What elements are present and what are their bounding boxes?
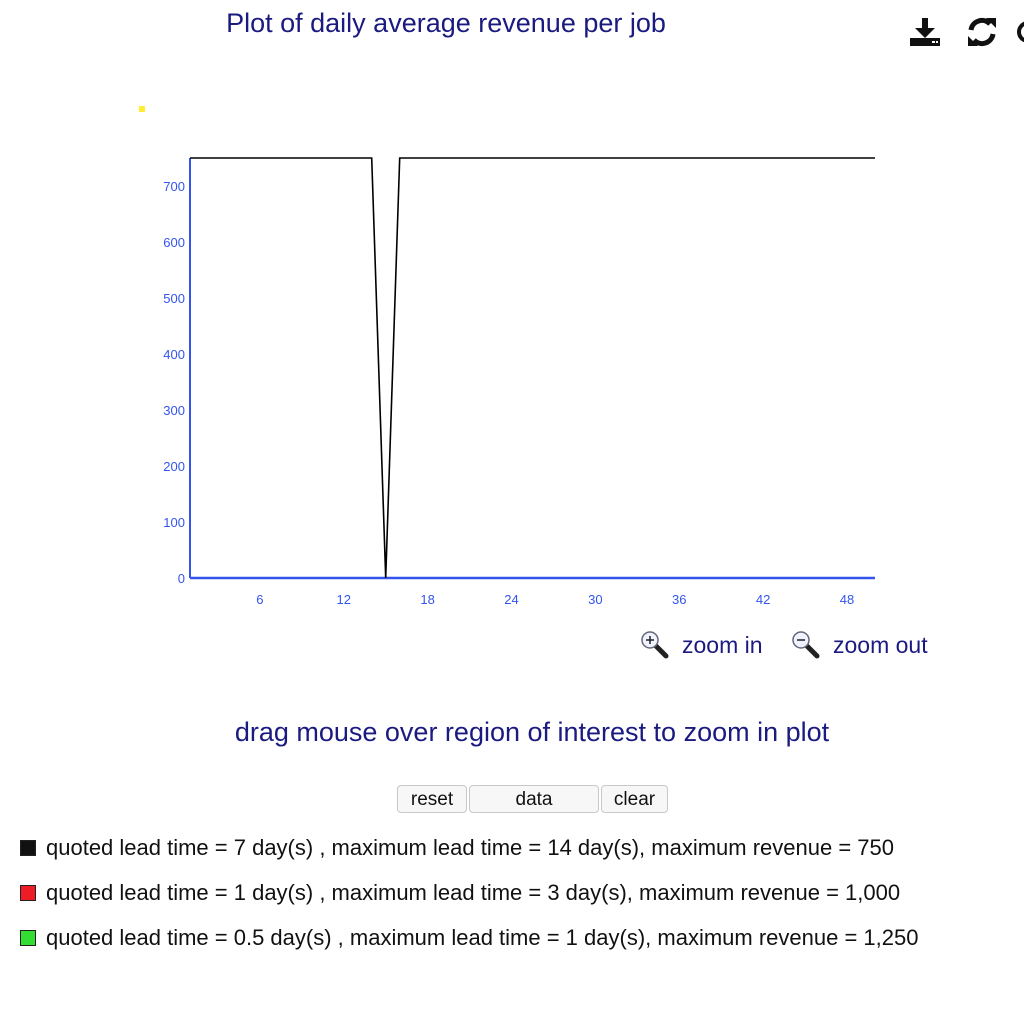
y-tick-label: 300 <box>163 403 185 418</box>
legend-item <box>20 880 900 906</box>
x-tick-label: 30 <box>588 592 603 607</box>
legend-item <box>20 925 918 951</box>
legend-item <box>20 835 894 861</box>
legend-label: quoted lead time = 0.5 day(s) , maximum lead time = 1 day(s), maximum revenue = 1,250 <box>46 925 919 950</box>
y-tick-label: 600 <box>163 235 185 250</box>
reset-button[interactable]: reset <box>397 785 467 813</box>
x-tick-label: 24 <box>504 592 519 607</box>
data-button[interactable]: data <box>469 785 599 813</box>
legend-label: quoted lead time = 1 day(s) , maximum lead time = 3 day(s), maximum revenue = 1,000 <box>46 880 901 905</box>
series-line <box>190 158 875 578</box>
y-tick-label: 200 <box>163 459 185 474</box>
y-tick-label: 700 <box>163 179 185 194</box>
legend-swatch <box>20 840 36 856</box>
zoom-in-label: zoom in <box>682 631 763 658</box>
zoom-out-button[interactable] <box>791 630 928 660</box>
x-tick-label: 18 <box>420 592 435 607</box>
yellow-marker <box>139 106 145 112</box>
zoom-out-icon <box>791 630 821 660</box>
x-tick-label: 36 <box>672 592 687 607</box>
y-tick-label: 400 <box>163 347 185 362</box>
legend-label: quoted lead time = 7 day(s) , maximum lead time = 14 day(s), maximum revenue = 750 <box>46 835 894 860</box>
x-tick-label: 48 <box>839 592 855 607</box>
y-tick-label: 500 <box>163 291 185 306</box>
x-tick-label: 6 <box>256 592 264 607</box>
x-tick-label: 42 <box>755 592 771 607</box>
legend-swatch <box>20 930 36 946</box>
zoom-out-label: zoom out <box>833 631 928 658</box>
clear-button[interactable]: clear <box>601 785 668 813</box>
legend-swatch <box>20 885 36 901</box>
x-tick-label: 12 <box>336 592 352 607</box>
zoom-in-icon <box>640 630 670 660</box>
chart-title: Plot of daily average revenue per job <box>226 8 666 38</box>
zoom-in-button[interactable] <box>640 630 763 660</box>
y-tick-label: 0 <box>177 571 185 586</box>
y-tick-label: 100 <box>163 515 185 530</box>
zoom-hint: drag mouse over region of interest to zoom in plot <box>234 717 830 747</box>
